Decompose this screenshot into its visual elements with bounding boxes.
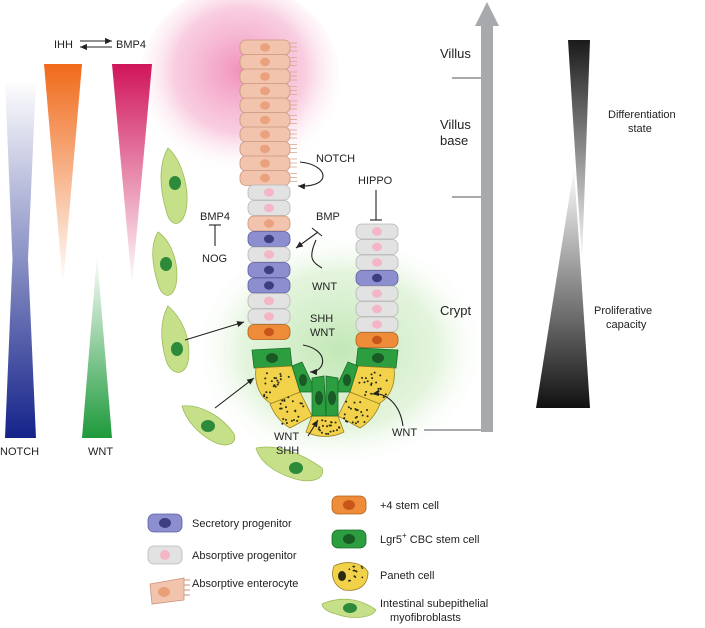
bmp4-gradient-wedge	[112, 64, 152, 285]
legend	[148, 496, 488, 624]
absorptive-progenitor-cell	[356, 224, 398, 239]
villus-base-label-2: base	[440, 133, 469, 148]
wnt-right-label: WNT	[392, 427, 418, 439]
bmp4-signal-label: BMP4	[200, 211, 230, 223]
notch-label: NOTCH	[0, 446, 40, 458]
shh-crypt-label: SHH	[310, 313, 334, 325]
right-epithelium-column	[356, 224, 398, 348]
legend-lgr5-text: Lgr5+ CBC stem cell	[380, 531, 480, 546]
absorptive-progenitor-cell	[356, 286, 398, 301]
absorptive-progenitor-cell	[248, 201, 290, 216]
proliferative-label-2: capacity	[606, 319, 647, 331]
villus-axis-label: Villus	[440, 46, 471, 61]
shh-bottom-label: SHH	[276, 445, 300, 457]
enterocyte-cell	[240, 127, 290, 142]
notch-signal-label: NOTCH	[316, 153, 356, 165]
ihh-label: IHH	[54, 39, 73, 51]
enterocyte-cell	[240, 69, 290, 84]
secretory-progenitor-cell	[248, 278, 290, 293]
nog-signal-label: NOG	[202, 253, 228, 265]
legend-absorptive-progenitor-text: Absorptive progenitor	[192, 550, 297, 562]
legend-paneth-text: Paneth cell	[380, 570, 435, 582]
enterocyte-cell	[240, 156, 290, 171]
legend-myofibro-text-2: myofibroblasts	[390, 612, 461, 624]
enterocyte-cell	[240, 98, 290, 113]
legend-enterocyte-text: Absorptive enterocyte	[192, 578, 299, 590]
absorptive-progenitor-cell	[356, 255, 398, 270]
legend-secretory-text: Secretory progenitor	[192, 518, 292, 530]
legend-enterocyte	[150, 578, 190, 604]
absorptive-progenitor-cell	[248, 247, 290, 262]
enterocyte-cell	[240, 142, 290, 157]
proliferative-label-1: Proliferative	[594, 305, 653, 317]
legend-paneth	[332, 563, 368, 591]
absorptive-progenitor-cell	[248, 294, 290, 309]
legend-plus4-text: +4 stem cell	[380, 500, 439, 512]
wnt-bottom-label: WNT	[274, 431, 300, 443]
villus-base-label-1: Villus	[440, 117, 471, 132]
differentiation-label-2: state	[628, 123, 652, 135]
legend-absorptive-progenitor	[148, 546, 182, 564]
absorptive-progenitor-cell	[248, 309, 290, 324]
absorptive-progenitor-cell	[356, 240, 398, 255]
secretory-progenitor-cell	[248, 232, 290, 247]
crypt-axis-label: Crypt	[440, 303, 472, 318]
absorptive-progenitor-cell	[356, 317, 398, 332]
enterocyte-cell	[240, 113, 290, 128]
plus4-stem-cell	[356, 333, 398, 348]
differentiation-label-1: Differentiation	[608, 109, 676, 121]
secretory-progenitor-cell	[356, 271, 398, 286]
plus4-stem-cell	[248, 325, 290, 340]
legend-plus4	[332, 496, 366, 514]
absorptive-progenitor-cell	[248, 185, 290, 200]
enterocyte-cell	[248, 216, 290, 231]
bmp4-top-label: BMP4	[116, 39, 146, 51]
wnt-gradient-wedge	[82, 255, 112, 438]
hippo-signal-label: HIPPO	[358, 175, 393, 187]
enterocyte-cell	[240, 171, 290, 186]
enterocyte-cell	[240, 40, 290, 55]
legend-myofibro-text-1: Intestinal subepithelial	[380, 598, 489, 610]
absorptive-progenitor-cell	[356, 302, 398, 317]
legend-lgr5	[332, 530, 366, 548]
wnt-upper-signal-label: WNT	[312, 281, 338, 293]
wnt-label: WNT	[88, 446, 114, 458]
wnt-crypt-label: WNT	[310, 327, 336, 339]
enterocyte-cell	[240, 84, 290, 99]
legend-secretory	[148, 514, 182, 532]
ihh-gradient-wedge	[44, 64, 82, 285]
bmp-signal-label: BMP	[316, 211, 340, 223]
enterocyte-cell	[240, 55, 290, 70]
legend-myofibroblast	[322, 599, 376, 617]
secretory-progenitor-cell	[248, 263, 290, 278]
